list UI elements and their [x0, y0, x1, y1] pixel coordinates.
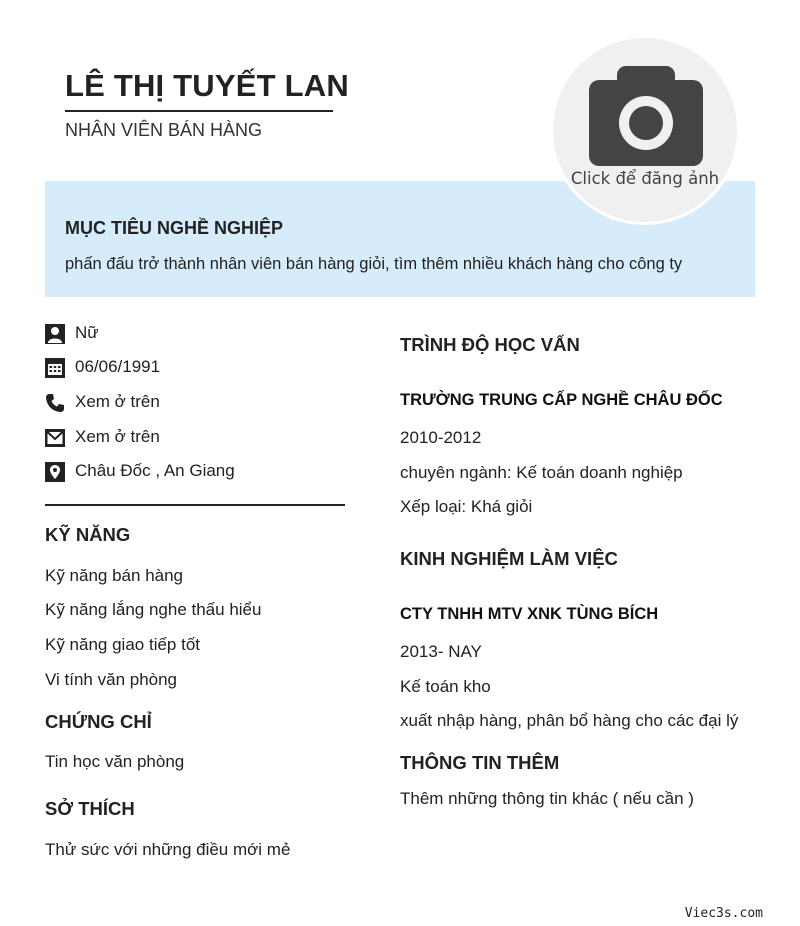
experience-heading: KINH NGHIỆM LÀM VIỆC: [400, 548, 618, 569]
job-title: NHÂN VIÊN BÁN HÀNG: [65, 120, 263, 140]
email-value: Xem ở trên: [75, 427, 160, 446]
photo-upload-button[interactable]: [550, 35, 740, 225]
skill-item: Vi tính văn phòng: [45, 670, 178, 689]
user-icon: [45, 324, 65, 344]
gender-value: Nữ: [75, 323, 99, 342]
education-period: 2010-2012: [400, 428, 482, 447]
photo-upload-label: Click để đăng ảnh: [570, 169, 720, 188]
birthday-value: 06/06/1991: [75, 357, 161, 376]
objective-text: phấn đấu trở thành nhân viên bán hàng giỏi, tìm thêm nhiều khách hàng cho công ty: [65, 255, 683, 273]
education-school: TRƯỜNG TRUNG CẤP NGHỀ CHÂU ĐỐC: [400, 391, 723, 409]
camera-icon: [589, 66, 703, 166]
hobby-item: Thử sức với những điều mới mẻ: [45, 840, 291, 859]
hobbies-heading: SỞ THÍCH: [45, 798, 135, 819]
address-value: Châu Đốc , An Giang: [75, 461, 235, 480]
location-pin-icon: [45, 462, 65, 482]
skill-item: Kỹ năng giao tiếp tốt: [45, 635, 201, 654]
footer-brand: Viec3s.com: [684, 906, 763, 921]
skill-item: Kỹ năng bán hàng: [45, 566, 184, 585]
skill-item: Kỹ năng lắng nghe thấu hiểu: [45, 600, 262, 619]
phone-value: Xem ở trên: [75, 392, 160, 411]
certificates-heading: CHỨNG CHỈ: [45, 711, 152, 732]
left-divider: [45, 504, 345, 506]
education-heading: TRÌNH ĐỘ HỌC VẤN: [400, 334, 580, 355]
experience-position: Kế toán kho: [400, 677, 491, 696]
certificate-item: Tin học văn phòng: [45, 752, 185, 771]
calendar-icon: [45, 358, 65, 378]
phone-icon: [45, 393, 65, 413]
education-major: chuyên ngành: Kế toán doanh nghiệp: [400, 463, 683, 482]
mail-icon: [45, 428, 65, 448]
experience-period: 2013- NAY: [400, 642, 482, 661]
name-underline: [65, 110, 333, 112]
experience-description: xuất nhập hàng, phân bổ hàng cho các đại lý: [400, 711, 739, 730]
education-grade: Xếp loại: Khá giỏi: [400, 497, 533, 516]
skills-heading: KỸ NĂNG: [45, 524, 131, 545]
objective-heading: MỤC TIÊU NGHỀ NGHIỆP: [65, 218, 284, 238]
candidate-name: LÊ THỊ TUYẾT LAN: [65, 68, 349, 103]
additional-text: Thêm những thông tin khác ( nếu cần ): [400, 789, 694, 808]
experience-company: CTY TNHH MTV XNK TÙNG BÍCH: [400, 605, 659, 623]
additional-heading: THÔNG TIN THÊM: [400, 752, 560, 773]
